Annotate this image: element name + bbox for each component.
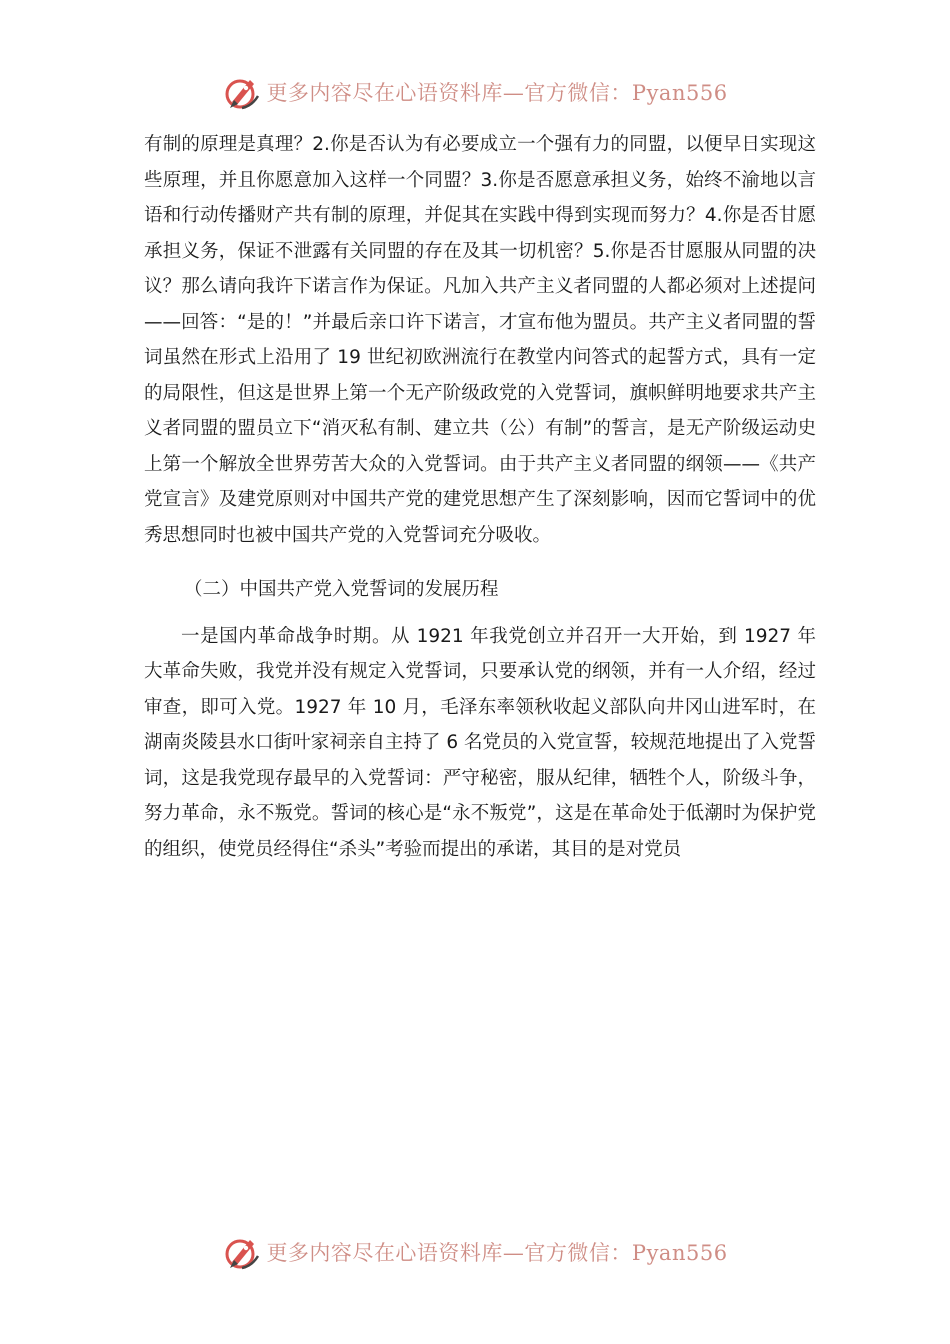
section-heading: （二）中国共产党入党誓词的发展历程 <box>184 579 499 600</box>
pen-nib-logo-icon <box>222 72 262 112</box>
footer-watermark <box>0 1230 950 1274</box>
header-watermark-text: 更多内容尽在心语资料库—官方微信：Pyan556 <box>266 81 728 105</box>
header-watermark <box>0 70 950 114</box>
footer-watermark-text: 更多内容尽在心语资料库—官方微信：Pyan556 <box>266 1241 728 1265</box>
paragraph-oath-questions: 有制的原理是真理？2.你是否认为有必要成立一个强有力的同盟，以便早日实现这些原理，并且你愿意加入这样一个同盟？3.你是否愿意承担义务，始终不渝地以言语和行动传播财产共有制的原理，并促其在实践中得到实现而努力？4.你是否甘愿承担义务，保证不泄露有关同盟的存在及其一切机密？5.你是否甘愿服从同盟的决议？那么请向我许下诺言作为保证。凡加入共产主义者同盟的人都必须对上述提问——回答：“是的！”并最后亲口许下诺言，才宣布他为盟员。共产主义者同盟的誓词虽然在形式上沿用了 19 世纪初欧洲流行在教堂内问答式的起誓方式，具有一定的局限性，但这是世界上第一个无产阶级政党的入党誓词，旗帜鲜明地要求共产主义者同盟的盟员立下“消灭私有制、建立共（公）有制”的誓言，是无产阶级运动史上第一个解放全世界劳苦大众的入党誓词。由于共产主义者同盟的纲领——《共产党宣言》及建党原则对中国共产党的建党思想产生了深刻影响，因而它誓词中的优秀思想同时也被中国共产党的入党誓词充分吸收。 <box>144 134 816 546</box>
pen-nib-logo-icon <box>222 1232 262 1272</box>
document-body <box>144 127 816 869</box>
paragraph-revolution-period: 一是国内革命战争时期。从 1921 年我党创立并召开一大开始，到 1927 年大革命失败，我党并没有规定入党誓词，只要承认党的纲领，并有一人介绍，经过审查，即可入党。1927 年 10 月，毛泽东率领秋收起义部队向井冈山进军时，在湖南炎陵县水口街叶家祠亲自主持了 6 名党员的入党宣誓，较规范地提出了入党誓词，这是我党现存最早的入党誓词：严守秘密，服从纪律，牺牲个人，阶级斗争，努力革命，永不叛党。誓词的核心是“永不叛党”，这是在革命处于低潮时为保护党的组织，使党员经得住“杀头”考验而提出的承诺，其目的是对党员 <box>144 625 816 860</box>
